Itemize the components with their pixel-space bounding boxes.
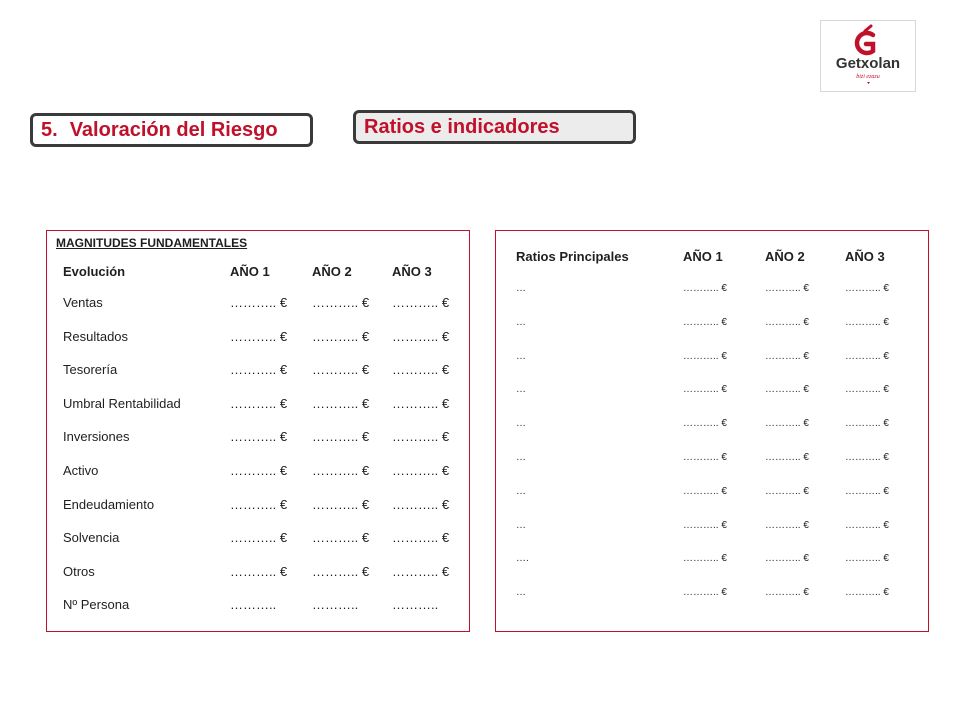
- header-ano-2: AÑO 2: [765, 249, 805, 264]
- section-title: [30, 113, 313, 147]
- magnitude-value-ano-2: ……….. €: [312, 295, 370, 310]
- magnitude-value-ano-1: ………..: [230, 597, 277, 613]
- ratio-label: …: [516, 384, 526, 396]
- header-ratios-principales: Ratios Principales: [516, 249, 629, 264]
- ratio-value-ano-2: ……….. €: [765, 283, 809, 294]
- section-label: Valoración del Riesgo: [69, 118, 278, 141]
- ratio-value-ano-1: ……….. €: [683, 553, 727, 565]
- logo-tagline: bizi ezazu: [856, 74, 880, 80]
- getxolan-logo-mark: [821, 21, 915, 91]
- magnitude-value-ano-1: ……….. €: [230, 429, 288, 445]
- ratio-value-ano-2: ……….. €: [765, 350, 809, 362]
- ratio-value-ano-1: ……….. €: [683, 587, 727, 599]
- ratio-label: ….: [516, 553, 529, 565]
- ratio-row: [496, 382, 928, 398]
- magnitude-label: Solvencia: [63, 530, 120, 546]
- ratio-value-ano-3: ……….. €: [845, 452, 889, 463]
- ratio-value-ano-2: ……….. €: [765, 418, 809, 430]
- ratio-value-ano-1: ……….. €: [683, 384, 727, 396]
- magnitude-label: Nº Persona: [63, 597, 130, 613]
- ratio-row: [496, 551, 928, 567]
- ratio-label: …: [516, 350, 526, 362]
- magnitude-value-ano-3: ……….. €: [392, 328, 450, 344]
- magnitude-value-ano-2: ……….. €: [312, 530, 370, 546]
- ratio-value-ano-2: ……….. €: [765, 519, 809, 531]
- magnitude-value-ano-3: ……….. €: [392, 395, 450, 411]
- magnitude-value-ano-3: ……….. €: [392, 463, 450, 478]
- getxolan-logo: [820, 20, 916, 92]
- ratio-value-ano-2: ……….. €: [765, 587, 809, 599]
- ratio-label: …: [516, 485, 526, 497]
- magnitude-row: [47, 528, 469, 548]
- ratio-row: [496, 518, 928, 534]
- magnitude-row: [47, 293, 469, 313]
- magnitude-value-ano-3: ……….. €: [392, 362, 450, 378]
- magnitude-value-ano-3: ………..: [392, 597, 439, 613]
- ratio-value-ano-3: ……….. €: [845, 384, 889, 396]
- magnitude-row: [47, 427, 469, 447]
- ratio-row: [496, 281, 928, 297]
- magnitude-value-ano-2: ………..: [312, 597, 359, 613]
- magnitudes-header-row: [47, 262, 469, 282]
- subsection-title: [353, 110, 636, 144]
- ratio-value-ano-1: ……….. €: [683, 452, 727, 463]
- magnitude-value-ano-1: ……….. €: [230, 295, 288, 310]
- header-ano-3: AÑO 3: [392, 264, 432, 279]
- magnitude-row: [47, 394, 469, 414]
- ratio-label: …: [516, 316, 526, 328]
- ratio-value-ano-1: ……….. €: [683, 350, 727, 362]
- magnitude-value-ano-2: ……….. €: [312, 563, 370, 579]
- ratio-value-ano-3: ……….. €: [845, 553, 889, 565]
- header-ano-2: AÑO 2: [312, 264, 352, 279]
- magnitude-value-ano-1: ……….. €: [230, 395, 288, 411]
- ratio-label: …: [516, 283, 526, 294]
- magnitude-value-ano-3: ……….. €: [392, 295, 450, 310]
- magnitude-label: Inversiones: [63, 429, 130, 445]
- magnitude-value-ano-2: ……….. €: [312, 496, 370, 512]
- subsection-label: Ratios e indicadores: [364, 115, 560, 138]
- magnitude-value-ano-2: ……….. €: [312, 395, 370, 411]
- magnitude-value-ano-1: ……….. €: [230, 530, 288, 546]
- magnitude-label: Ventas: [63, 295, 103, 310]
- magnitude-label: Otros: [63, 563, 95, 579]
- magnitude-label: Tesorería: [63, 362, 118, 378]
- magnitude-value-ano-1: ……….. €: [230, 463, 288, 478]
- ratio-row: [496, 349, 928, 365]
- magnitude-value-ano-1: ……….. €: [230, 563, 288, 579]
- ratio-value-ano-3: ……….. €: [845, 519, 889, 531]
- ratio-value-ano-3: ……….. €: [845, 418, 889, 430]
- magnitude-value-ano-2: ……….. €: [312, 429, 370, 445]
- magnitude-row: [47, 327, 469, 347]
- magnitude-label: Activo: [63, 463, 99, 478]
- ratios-panel: [495, 230, 929, 632]
- magnitudes-panel: [46, 230, 470, 632]
- magnitude-value-ano-1: ……….. €: [230, 328, 288, 344]
- ratio-row: [496, 416, 928, 432]
- ratio-value-ano-2: ……….. €: [765, 316, 809, 328]
- header-ano-3: AÑO 3: [845, 249, 885, 264]
- header-ano-1: AÑO 1: [230, 264, 270, 279]
- ratio-label: …: [516, 519, 526, 531]
- ratio-value-ano-2: ……….. €: [765, 485, 809, 497]
- magnitude-value-ano-2: ……….. €: [312, 463, 370, 478]
- magnitude-value-ano-3: ……….. €: [392, 530, 450, 546]
- magnitude-row: [47, 562, 469, 582]
- ratio-row: [496, 315, 928, 331]
- magnitude-value-ano-2: ……….. €: [312, 362, 370, 378]
- ratio-value-ano-2: ……….. €: [765, 452, 809, 463]
- magnitude-value-ano-3: ……….. €: [392, 429, 450, 445]
- magnitudes-title: MAGNITUDES FUNDAMENTALES: [56, 236, 248, 250]
- ratio-value-ano-2: ……….. €: [765, 384, 809, 396]
- section-number: 5.: [41, 118, 58, 141]
- magnitude-value-ano-2: ……….. €: [312, 328, 370, 344]
- ratio-row: [496, 450, 928, 466]
- magnitude-row: [47, 595, 469, 615]
- ratio-row: [496, 585, 928, 601]
- magnitude-value-ano-1: ……….. €: [230, 362, 288, 378]
- magnitude-row: [47, 461, 469, 481]
- ratio-value-ano-1: ……….. €: [683, 418, 727, 430]
- ratio-row: [496, 484, 928, 500]
- magnitude-label: Umbral Rentabilidad: [63, 395, 181, 411]
- magnitude-value-ano-3: ……….. €: [392, 496, 450, 512]
- ratio-value-ano-1: ……….. €: [683, 283, 727, 294]
- ratio-label: …: [516, 452, 526, 463]
- magnitude-label: Endeudamiento: [63, 496, 155, 512]
- magnitude-row: [47, 360, 469, 380]
- ratio-label: …: [516, 418, 526, 430]
- magnitude-value-ano-3: ……….. €: [392, 563, 450, 579]
- header-evolucion: Evolución: [63, 264, 126, 279]
- ratio-value-ano-3: ……….. €: [845, 283, 889, 294]
- ratio-value-ano-1: ……….. €: [683, 485, 727, 497]
- header-ano-1: AÑO 1: [683, 249, 723, 264]
- ratio-value-ano-2: ……….. €: [765, 553, 809, 565]
- ratio-label: …: [516, 587, 526, 599]
- ratio-value-ano-3: ……….. €: [845, 485, 889, 497]
- ratio-value-ano-1: ……….. €: [683, 519, 727, 531]
- magnitude-label: Resultados: [63, 328, 129, 344]
- ratios-header-row: [496, 247, 928, 267]
- ratio-value-ano-3: ……….. €: [845, 350, 889, 362]
- ratio-value-ano-3: ……….. €: [845, 316, 889, 328]
- magnitude-row: [47, 495, 469, 515]
- ratio-value-ano-1: ……….. €: [683, 316, 727, 328]
- magnitude-value-ano-1: ……….. €: [230, 496, 288, 512]
- logo-name: Getxolan: [835, 55, 901, 72]
- ratio-value-ano-3: ……….. €: [845, 587, 889, 599]
